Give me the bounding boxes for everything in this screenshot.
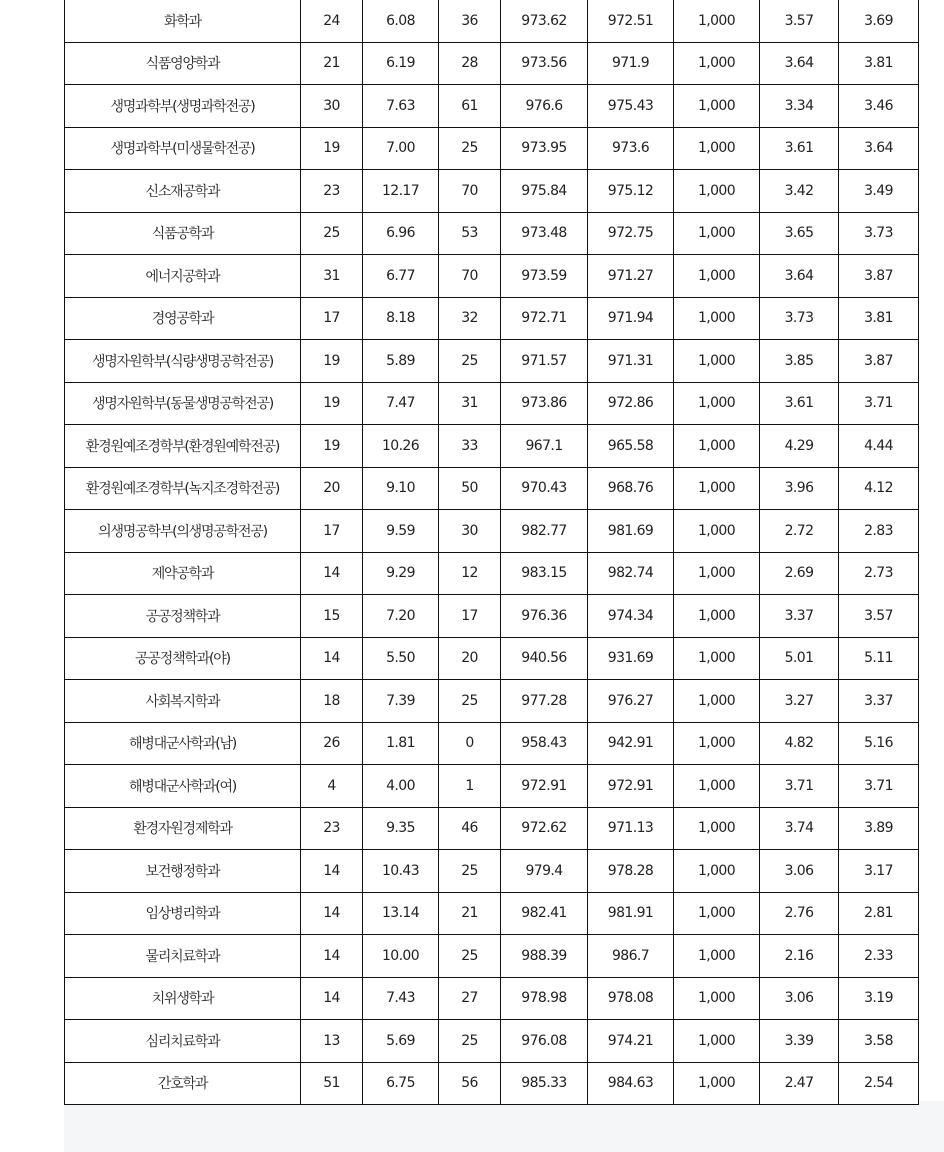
table-row [65, 680, 919, 723]
competition-rate-cell: 13.14 [363, 892, 439, 935]
grade-avg-cell: 2.76 [760, 892, 839, 935]
department-cell: 식품공학과 [65, 212, 301, 255]
max-score-cell: 1,000 [674, 850, 760, 893]
max-score-cell: 1,000 [674, 637, 760, 680]
competition-rate-cell: 5.50 [363, 637, 439, 680]
competition-rate-cell: 7.43 [363, 977, 439, 1020]
department-cell: 환경원예조경학부(녹지조경학전공) [65, 467, 301, 510]
score-cutoff-cell: 972.75 [588, 212, 674, 255]
score-top-cell: 976.36 [501, 595, 588, 638]
max-score-cell: 1,000 [674, 892, 760, 935]
max-score-cell: 1,000 [674, 765, 760, 808]
grade-cutoff-cell: 2.83 [839, 510, 919, 553]
max-score-cell: 1,000 [674, 807, 760, 850]
waitlist-cell: 31 [439, 382, 501, 425]
quota-cell: 14 [301, 637, 363, 680]
competition-rate-cell: 8.18 [363, 297, 439, 340]
quota-cell: 26 [301, 722, 363, 765]
score-cutoff-cell: 974.34 [588, 595, 674, 638]
max-score-cell: 1,000 [674, 552, 760, 595]
grade-avg-cell: 3.65 [760, 212, 839, 255]
table-row [65, 1062, 919, 1105]
department-cell: 의생명공학부(의생명공학전공) [65, 510, 301, 553]
grade-avg-cell: 3.27 [760, 680, 839, 723]
grade-avg-cell: 3.42 [760, 170, 839, 213]
department-cell: 생명자원학부(식량생명공학전공) [65, 340, 301, 383]
grade-cutoff-cell: 3.46 [839, 85, 919, 128]
competition-rate-cell: 9.10 [363, 467, 439, 510]
waitlist-cell: 25 [439, 935, 501, 978]
competition-rate-cell: 6.77 [363, 255, 439, 298]
score-cutoff-cell: 968.76 [588, 467, 674, 510]
table-row [65, 425, 919, 468]
competition-rate-cell: 9.29 [363, 552, 439, 595]
score-cutoff-cell: 981.69 [588, 510, 674, 553]
table-row [65, 850, 919, 893]
score-cutoff-cell: 971.94 [588, 297, 674, 340]
grade-cutoff-cell: 3.64 [839, 127, 919, 170]
grade-avg-cell: 3.06 [760, 977, 839, 1020]
score-top-cell: 982.41 [501, 892, 588, 935]
department-cell: 식품영양학과 [65, 42, 301, 85]
max-score-cell: 1,000 [674, 595, 760, 638]
max-score-cell: 1,000 [674, 722, 760, 765]
competition-rate-cell: 7.20 [363, 595, 439, 638]
table-row [65, 255, 919, 298]
max-score-cell: 1,000 [674, 382, 760, 425]
competition-rate-cell: 7.39 [363, 680, 439, 723]
quota-cell: 4 [301, 765, 363, 808]
max-score-cell: 1,000 [674, 977, 760, 1020]
quota-cell: 21 [301, 42, 363, 85]
grade-avg-cell: 4.29 [760, 425, 839, 468]
competition-rate-cell: 7.47 [363, 382, 439, 425]
table-row [65, 977, 919, 1020]
competition-rate-cell: 12.17 [363, 170, 439, 213]
table-body [65, 0, 919, 1105]
score-top-cell: 967.1 [501, 425, 588, 468]
score-top-cell: 972.62 [501, 807, 588, 850]
quota-cell: 51 [301, 1062, 363, 1105]
max-score-cell: 1,000 [674, 680, 760, 723]
max-score-cell: 1,000 [674, 1062, 760, 1105]
score-top-cell: 972.91 [501, 765, 588, 808]
score-top-cell: 975.84 [501, 170, 588, 213]
grade-avg-cell: 3.96 [760, 467, 839, 510]
score-cutoff-cell: 978.28 [588, 850, 674, 893]
table-row [65, 510, 919, 553]
competition-rate-cell: 5.89 [363, 340, 439, 383]
grade-cutoff-cell: 3.81 [839, 297, 919, 340]
grade-cutoff-cell: 5.11 [839, 637, 919, 680]
grade-avg-cell: 3.61 [760, 382, 839, 425]
department-cell: 공공정책학과 [65, 595, 301, 638]
department-cell: 공공정책학과(야) [65, 637, 301, 680]
table-row [65, 722, 919, 765]
score-top-cell: 976.6 [501, 85, 588, 128]
max-score-cell: 1,000 [674, 170, 760, 213]
department-cell: 심리치료학과 [65, 1020, 301, 1063]
grade-cutoff-cell: 3.87 [839, 255, 919, 298]
quota-cell: 19 [301, 425, 363, 468]
grade-avg-cell: 3.61 [760, 127, 839, 170]
competition-rate-cell: 10.00 [363, 935, 439, 978]
score-cutoff-cell: 971.9 [588, 42, 674, 85]
waitlist-cell: 12 [439, 552, 501, 595]
score-cutoff-cell: 975.43 [588, 85, 674, 128]
table-row [65, 212, 919, 255]
quota-cell: 14 [301, 892, 363, 935]
waitlist-cell: 46 [439, 807, 501, 850]
max-score-cell: 1,000 [674, 297, 760, 340]
grade-cutoff-cell: 4.44 [839, 425, 919, 468]
grade-avg-cell: 3.73 [760, 297, 839, 340]
waitlist-cell: 25 [439, 1020, 501, 1063]
quota-cell: 19 [301, 340, 363, 383]
score-cutoff-cell: 976.27 [588, 680, 674, 723]
score-cutoff-cell: 972.86 [588, 382, 674, 425]
quota-cell: 18 [301, 680, 363, 723]
grade-avg-cell: 3.71 [760, 765, 839, 808]
max-score-cell: 1,000 [674, 1020, 760, 1063]
score-cutoff-cell: 971.13 [588, 807, 674, 850]
score-top-cell: 978.98 [501, 977, 588, 1020]
quota-cell: 24 [301, 0, 363, 42]
quota-cell: 14 [301, 850, 363, 893]
grade-avg-cell: 3.06 [760, 850, 839, 893]
score-top-cell: 985.33 [501, 1062, 588, 1105]
department-cell: 생명과학부(생명과학전공) [65, 85, 301, 128]
quota-cell: 13 [301, 1020, 363, 1063]
waitlist-cell: 25 [439, 340, 501, 383]
table-row [65, 637, 919, 680]
score-top-cell: 976.08 [501, 1020, 588, 1063]
max-score-cell: 1,000 [674, 127, 760, 170]
waitlist-cell: 32 [439, 297, 501, 340]
department-cell: 경영공학과 [65, 297, 301, 340]
competition-rate-cell: 9.35 [363, 807, 439, 850]
quota-cell: 20 [301, 467, 363, 510]
table-row [65, 892, 919, 935]
table-row [65, 552, 919, 595]
competition-rate-cell: 6.75 [363, 1062, 439, 1105]
grade-cutoff-cell: 5.16 [839, 722, 919, 765]
grade-cutoff-cell: 3.57 [839, 595, 919, 638]
score-top-cell: 940.56 [501, 637, 588, 680]
max-score-cell: 1,000 [674, 340, 760, 383]
competition-rate-cell: 10.43 [363, 850, 439, 893]
waitlist-cell: 56 [439, 1062, 501, 1105]
quota-cell: 17 [301, 510, 363, 553]
score-cutoff-cell: 982.74 [588, 552, 674, 595]
score-top-cell: 973.62 [501, 0, 588, 42]
score-top-cell: 977.28 [501, 680, 588, 723]
grade-avg-cell: 3.64 [760, 42, 839, 85]
max-score-cell: 1,000 [674, 85, 760, 128]
quota-cell: 14 [301, 935, 363, 978]
waitlist-cell: 50 [439, 467, 501, 510]
competition-rate-cell: 6.96 [363, 212, 439, 255]
score-cutoff-cell: 931.69 [588, 637, 674, 680]
score-top-cell: 983.15 [501, 552, 588, 595]
quota-cell: 31 [301, 255, 363, 298]
waitlist-cell: 1 [439, 765, 501, 808]
score-cutoff-cell: 973.6 [588, 127, 674, 170]
grade-cutoff-cell: 3.69 [839, 0, 919, 42]
waitlist-cell: 30 [439, 510, 501, 553]
grade-avg-cell: 2.16 [760, 935, 839, 978]
table-row [65, 85, 919, 128]
grade-cutoff-cell: 3.49 [839, 170, 919, 213]
score-top-cell: 971.57 [501, 340, 588, 383]
grade-cutoff-cell: 3.58 [839, 1020, 919, 1063]
max-score-cell: 1,000 [674, 935, 760, 978]
quota-cell: 14 [301, 977, 363, 1020]
score-cutoff-cell: 971.27 [588, 255, 674, 298]
waitlist-cell: 53 [439, 212, 501, 255]
grade-avg-cell: 4.82 [760, 722, 839, 765]
grade-cutoff-cell: 3.89 [839, 807, 919, 850]
department-cell: 사회복지학과 [65, 680, 301, 723]
max-score-cell: 1,000 [674, 212, 760, 255]
waitlist-cell: 21 [439, 892, 501, 935]
grade-cutoff-cell: 2.81 [839, 892, 919, 935]
waitlist-cell: 25 [439, 680, 501, 723]
grade-avg-cell: 3.85 [760, 340, 839, 383]
department-cell: 해병대군사학과(여) [65, 765, 301, 808]
score-top-cell: 979.4 [501, 850, 588, 893]
quota-cell: 23 [301, 807, 363, 850]
score-cutoff-cell: 965.58 [588, 425, 674, 468]
table-row [65, 382, 919, 425]
score-top-cell: 973.86 [501, 382, 588, 425]
score-top-cell: 958.43 [501, 722, 588, 765]
grade-cutoff-cell: 3.73 [839, 212, 919, 255]
grade-cutoff-cell: 3.81 [839, 42, 919, 85]
score-cutoff-cell: 978.08 [588, 977, 674, 1020]
waitlist-cell: 61 [439, 85, 501, 128]
quota-cell: 25 [301, 212, 363, 255]
competition-rate-cell: 4.00 [363, 765, 439, 808]
grade-cutoff-cell: 3.71 [839, 382, 919, 425]
table-row [65, 170, 919, 213]
waitlist-cell: 20 [439, 637, 501, 680]
waitlist-cell: 28 [439, 42, 501, 85]
competition-rate-cell: 7.63 [363, 85, 439, 128]
score-cutoff-cell: 971.31 [588, 340, 674, 383]
waitlist-cell: 27 [439, 977, 501, 1020]
grade-avg-cell: 3.74 [760, 807, 839, 850]
waitlist-cell: 70 [439, 255, 501, 298]
competition-rate-cell: 9.59 [363, 510, 439, 553]
table-row [65, 340, 919, 383]
grade-avg-cell: 3.64 [760, 255, 839, 298]
department-cell: 물리치료학과 [65, 935, 301, 978]
score-cutoff-cell: 981.91 [588, 892, 674, 935]
table-row [65, 1020, 919, 1063]
quota-cell: 19 [301, 127, 363, 170]
score-top-cell: 972.71 [501, 297, 588, 340]
grade-cutoff-cell: 2.73 [839, 552, 919, 595]
quota-cell: 15 [301, 595, 363, 638]
quota-cell: 14 [301, 552, 363, 595]
grade-cutoff-cell: 3.19 [839, 977, 919, 1020]
grade-cutoff-cell: 3.17 [839, 850, 919, 893]
table-row [65, 467, 919, 510]
score-cutoff-cell: 984.63 [588, 1062, 674, 1105]
competition-rate-cell: 7.00 [363, 127, 439, 170]
table-row [65, 42, 919, 85]
max-score-cell: 1,000 [674, 42, 760, 85]
score-top-cell: 973.95 [501, 127, 588, 170]
score-top-cell: 973.59 [501, 255, 588, 298]
table-row [65, 595, 919, 638]
department-cell: 환경자원경제학과 [65, 807, 301, 850]
score-cutoff-cell: 986.7 [588, 935, 674, 978]
max-score-cell: 1,000 [674, 425, 760, 468]
waitlist-cell: 70 [439, 170, 501, 213]
score-top-cell: 988.39 [501, 935, 588, 978]
score-top-cell: 982.77 [501, 510, 588, 553]
grade-cutoff-cell: 2.54 [839, 1062, 919, 1105]
quota-cell: 30 [301, 85, 363, 128]
page-footer-band [64, 1101, 944, 1152]
competition-rate-cell: 6.19 [363, 42, 439, 85]
score-top-cell: 973.56 [501, 42, 588, 85]
grade-avg-cell: 3.37 [760, 595, 839, 638]
department-cell: 제약공학과 [65, 552, 301, 595]
max-score-cell: 1,000 [674, 255, 760, 298]
waitlist-cell: 0 [439, 722, 501, 765]
department-cell: 생명자원학부(동물생명공학전공) [65, 382, 301, 425]
competition-rate-cell: 6.08 [363, 0, 439, 42]
grade-avg-cell: 3.57 [760, 0, 839, 42]
table-row [65, 297, 919, 340]
waitlist-cell: 33 [439, 425, 501, 468]
department-cell: 환경원예조경학부(환경원예학전공) [65, 425, 301, 468]
grade-avg-cell: 3.34 [760, 85, 839, 128]
grade-cutoff-cell: 4.12 [839, 467, 919, 510]
score-cutoff-cell: 974.21 [588, 1020, 674, 1063]
department-cell: 생명과학부(미생물학전공) [65, 127, 301, 170]
waitlist-cell: 17 [439, 595, 501, 638]
grade-avg-cell: 3.39 [760, 1020, 839, 1063]
waitlist-cell: 36 [439, 0, 501, 42]
competition-rate-cell: 10.26 [363, 425, 439, 468]
grade-cutoff-cell: 3.71 [839, 765, 919, 808]
score-top-cell: 970.43 [501, 467, 588, 510]
grade-avg-cell: 2.47 [760, 1062, 839, 1105]
grade-cutoff-cell: 2.33 [839, 935, 919, 978]
admissions-results-table [64, 0, 919, 1105]
department-cell: 신소재공학과 [65, 170, 301, 213]
score-cutoff-cell: 972.91 [588, 765, 674, 808]
table-row [65, 935, 919, 978]
grade-avg-cell: 2.69 [760, 552, 839, 595]
department-cell: 임상병리학과 [65, 892, 301, 935]
quota-cell: 19 [301, 382, 363, 425]
competition-rate-cell: 5.69 [363, 1020, 439, 1063]
score-cutoff-cell: 942.91 [588, 722, 674, 765]
grade-avg-cell: 2.72 [760, 510, 839, 553]
department-cell: 보건행정학과 [65, 850, 301, 893]
score-cutoff-cell: 972.51 [588, 0, 674, 42]
quota-cell: 23 [301, 170, 363, 213]
score-cutoff-cell: 975.12 [588, 170, 674, 213]
grade-cutoff-cell: 3.87 [839, 340, 919, 383]
quota-cell: 17 [301, 297, 363, 340]
department-cell: 해병대군사학과(남) [65, 722, 301, 765]
grade-cutoff-cell: 3.37 [839, 680, 919, 723]
waitlist-cell: 25 [439, 850, 501, 893]
table-row [65, 765, 919, 808]
competition-rate-cell: 1.81 [363, 722, 439, 765]
department-cell: 에너지공학과 [65, 255, 301, 298]
department-cell: 간호학과 [65, 1062, 301, 1105]
grade-avg-cell: 5.01 [760, 637, 839, 680]
table-row [65, 127, 919, 170]
max-score-cell: 1,000 [674, 467, 760, 510]
table-row [65, 807, 919, 850]
waitlist-cell: 25 [439, 127, 501, 170]
score-top-cell: 973.48 [501, 212, 588, 255]
max-score-cell: 1,000 [674, 0, 760, 42]
department-cell: 치위생학과 [65, 977, 301, 1020]
table-row [65, 0, 919, 42]
max-score-cell: 1,000 [674, 510, 760, 553]
department-cell: 화학과 [65, 0, 301, 42]
